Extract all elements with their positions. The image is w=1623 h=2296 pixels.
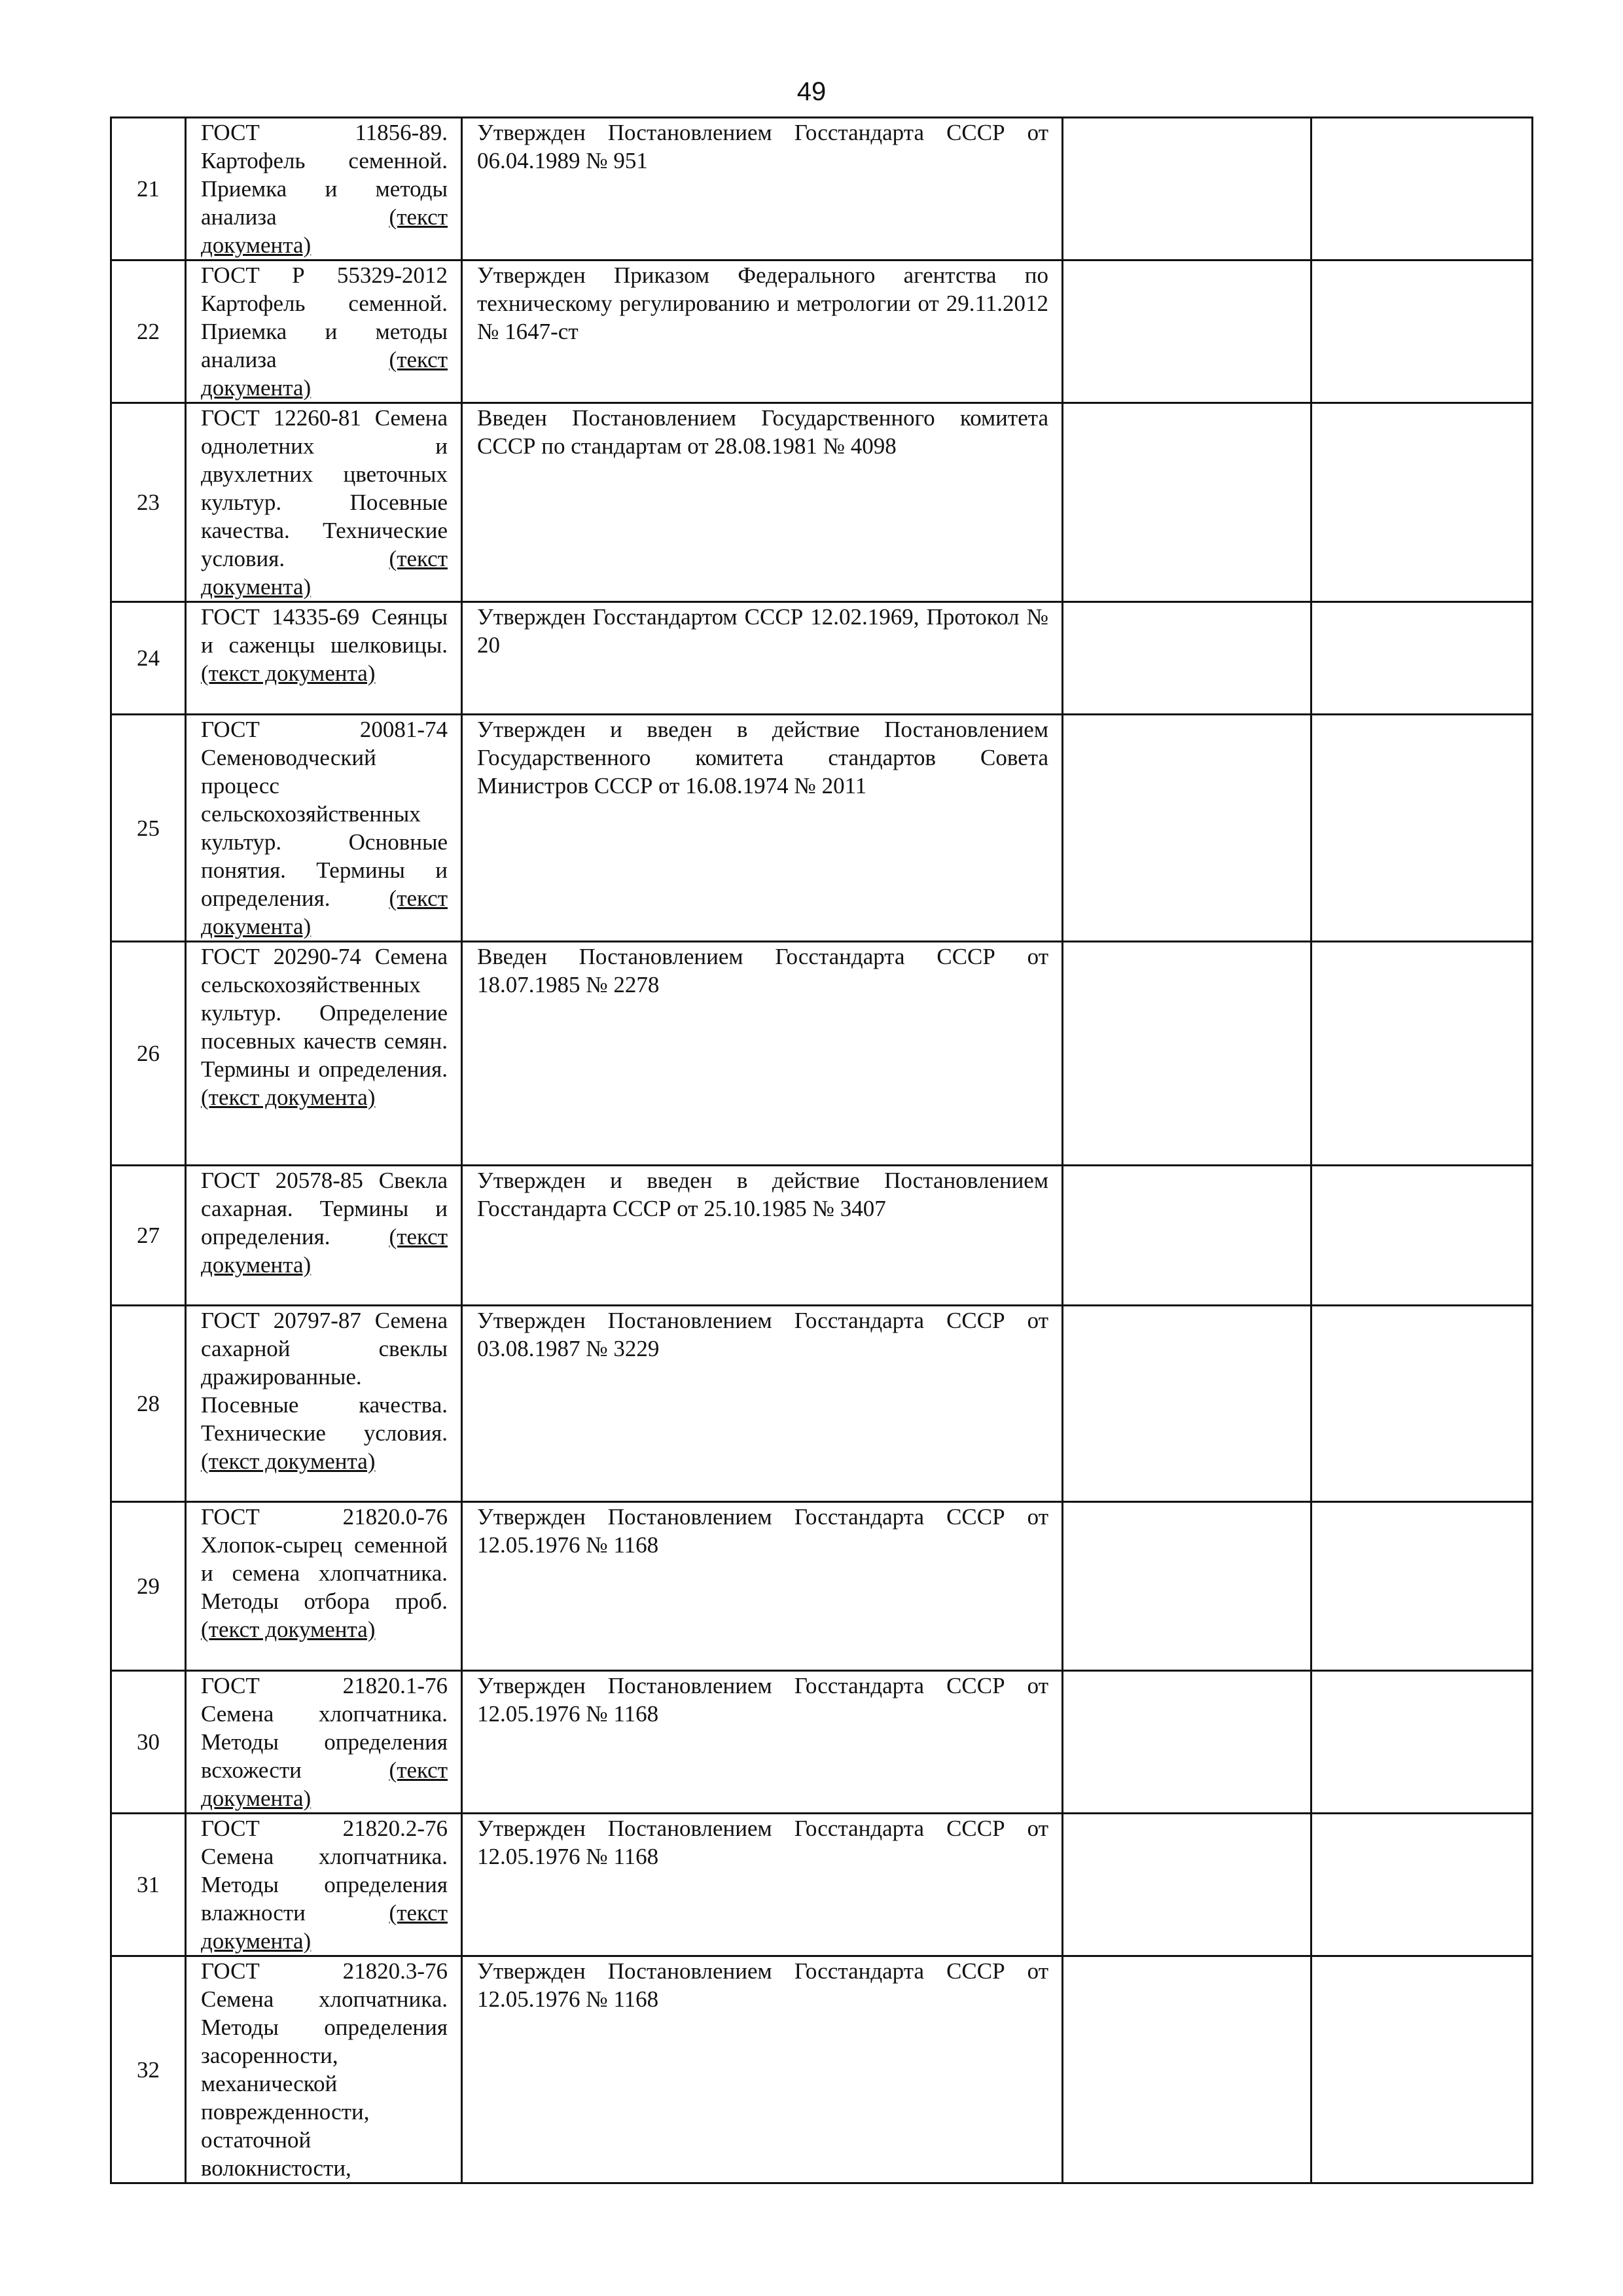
- empty-cell: [1063, 715, 1311, 942]
- document-cell: [186, 1814, 462, 1956]
- row-number: 25: [111, 715, 186, 942]
- document-text-link[interactable]: (текст документа): [201, 1617, 376, 1642]
- empty-cell: [1311, 403, 1533, 602]
- approval-cell: Введен Постановлением Государственного комитета СССР по стандартам от 28.08.1981 № 4098: [462, 403, 1063, 602]
- row-number: 22: [111, 260, 186, 403]
- page-number: 49: [796, 77, 827, 106]
- row-number: 26: [111, 942, 186, 1166]
- document-cell: [186, 1671, 462, 1814]
- empty-cell: [1311, 1306, 1533, 1502]
- document-cell: [186, 1956, 462, 2183]
- approval-cell: Утвержден и введен в действие Постановлением Госстандарта СССР от 25.10.1985 № 3407: [462, 1166, 1063, 1306]
- document-text-link[interactable]: (текст документа): [201, 347, 448, 401]
- document-title: ГОСТ 20797-87 Семена сахарной свеклы дражированные. Посевные качества. Технические условия.: [201, 1308, 448, 1446]
- row-number: 32: [111, 1956, 186, 2183]
- document-text-link[interactable]: (текст документа): [201, 660, 376, 686]
- row-number: 21: [111, 118, 186, 260]
- approval-cell: Утвержден Постановлением Госстандарта СССР от 12.05.1976 № 1168: [462, 1502, 1063, 1671]
- document-title: ГОСТ 21820.1-76 Семена хлопчатника. Методы определения всхожести: [201, 1673, 448, 1783]
- approval-cell: Утвержден и введен в действие Постановлением Государственного комитета стандартов Совета Министров СССР от 16.08.1974 № 2011: [462, 715, 1063, 942]
- empty-cell: [1063, 602, 1311, 715]
- document-cell: [186, 602, 462, 715]
- empty-cell: [1063, 1956, 1311, 2183]
- empty-cell: [1063, 1306, 1311, 1502]
- row-number: 24: [111, 602, 186, 715]
- empty-cell: [1063, 403, 1311, 602]
- table-row: [111, 1306, 1533, 1502]
- empty-cell: [1311, 602, 1533, 715]
- approval-cell: Введен Постановлением Госстандарта СССР от 18.07.1985 № 2278: [462, 942, 1063, 1166]
- table-row: [111, 1671, 1533, 1814]
- document-title: ГОСТ Р 55329-2012 Картофель семенной. Приемка и методы анализа: [201, 262, 448, 372]
- approval-cell: Утвержден Постановлением Госстандарта СССР от 12.05.1976 № 1168: [462, 1814, 1063, 1956]
- table-row: [111, 1502, 1533, 1671]
- empty-cell: [1311, 1671, 1533, 1814]
- empty-cell: [1311, 118, 1533, 260]
- document-cell: [186, 260, 462, 403]
- document-cell: [186, 715, 462, 942]
- document-title: ГОСТ 12260-81 Семена однолетних и двухлетних цветочных культур. Посевные качества. Технические условия.: [201, 405, 448, 571]
- table-row: [111, 118, 1533, 260]
- approval-cell: Утвержден Приказом Федерального агентства по техническому регулированию и метрологии от 29.11.2012 № 1647-ст: [462, 260, 1063, 403]
- document-title: ГОСТ 21820.3-76 Семена хлопчатника. Методы определения засоренности, механической поврежденности, остаточной волокнистости,: [201, 1958, 448, 2181]
- document-cell: [186, 1306, 462, 1502]
- document-cell: [186, 942, 462, 1166]
- document-text-link[interactable]: (текст документа): [201, 1085, 376, 1110]
- table-row: [111, 1166, 1533, 1306]
- empty-cell: [1063, 942, 1311, 1166]
- empty-cell: [1063, 1814, 1311, 1956]
- approval-cell: Утвержден Постановлением Госстандарта СССР от 12.05.1976 № 1168: [462, 1671, 1063, 1814]
- approval-cell: Утвержден Постановлением Госстандарта СССР от 12.05.1976 № 1168: [462, 1956, 1063, 2183]
- document-title: ГОСТ 21820.0-76 Хлопок-сырец семенной и семена хлопчатника. Методы отбора проб.: [201, 1504, 448, 1614]
- document-title: ГОСТ 21820.2-76 Семена хлопчатника. Методы определения влажности: [201, 1816, 448, 1926]
- document-text-link[interactable]: (текст документа): [201, 546, 448, 600]
- row-number: 28: [111, 1306, 186, 1502]
- document-text-link[interactable]: (текст документа): [201, 1757, 448, 1811]
- table-row: [111, 403, 1533, 602]
- document-text-link[interactable]: (текст документа): [201, 1448, 376, 1474]
- standards-table: [110, 117, 1533, 2184]
- approval-cell: Утвержден Постановлением Госстандарта СССР от 03.08.1987 № 3229: [462, 1306, 1063, 1502]
- document-cell: [186, 403, 462, 602]
- empty-cell: [1311, 260, 1533, 403]
- document-cell: [186, 1166, 462, 1306]
- empty-cell: [1311, 715, 1533, 942]
- table-row: [111, 942, 1533, 1166]
- approval-cell: Утвержден Госстандартом СССР 12.02.1969, Протокол № 20: [462, 602, 1063, 715]
- document-title: ГОСТ 20081-74 Семеноводческий процесс сельскохозяйственных культур. Основные понятия. Термины и определения.: [201, 717, 448, 911]
- approval-cell: Утвержден Постановлением Госстандарта СССР от 06.04.1989 № 951: [462, 118, 1063, 260]
- document-title: ГОСТ 11856-89. Картофель семенной. Приемка и методы анализа: [201, 120, 448, 230]
- document-text-link[interactable]: (текст документа): [201, 204, 448, 258]
- document-cell: [186, 1502, 462, 1671]
- empty-cell: [1063, 1502, 1311, 1671]
- document-cell: [186, 118, 462, 260]
- document-title: ГОСТ 20578-85 Свекла сахарная. Термины и определения.: [201, 1168, 448, 1249]
- row-number: 30: [111, 1671, 186, 1814]
- empty-cell: [1311, 942, 1533, 1166]
- row-number: 27: [111, 1166, 186, 1306]
- row-number: 29: [111, 1502, 186, 1671]
- empty-cell: [1311, 1814, 1533, 1956]
- row-number: 23: [111, 403, 186, 602]
- empty-cell: [1063, 118, 1311, 260]
- document-text-link[interactable]: (текст документа): [201, 1900, 448, 1954]
- empty-cell: [1063, 1166, 1311, 1306]
- table-row: [111, 1956, 1533, 2183]
- document-text-link[interactable]: (текст документа): [201, 1224, 448, 1278]
- table-row: [111, 260, 1533, 403]
- table-row: [111, 1814, 1533, 1956]
- empty-cell: [1311, 1166, 1533, 1306]
- document-title: ГОСТ 14335-69 Сеянцы и саженцы шелковицы.: [201, 604, 448, 658]
- document-text-link[interactable]: (текст документа): [201, 886, 448, 939]
- empty-cell: [1063, 1671, 1311, 1814]
- table-row: [111, 602, 1533, 715]
- empty-cell: [1311, 1956, 1533, 2183]
- table-row: [111, 715, 1533, 942]
- row-number: 31: [111, 1814, 186, 1956]
- document-title: ГОСТ 20290-74 Семена сельскохозяйственных культур. Определение посевных качеств семян. Термины и определения.: [201, 944, 448, 1082]
- empty-cell: [1063, 260, 1311, 403]
- empty-cell: [1311, 1502, 1533, 1671]
